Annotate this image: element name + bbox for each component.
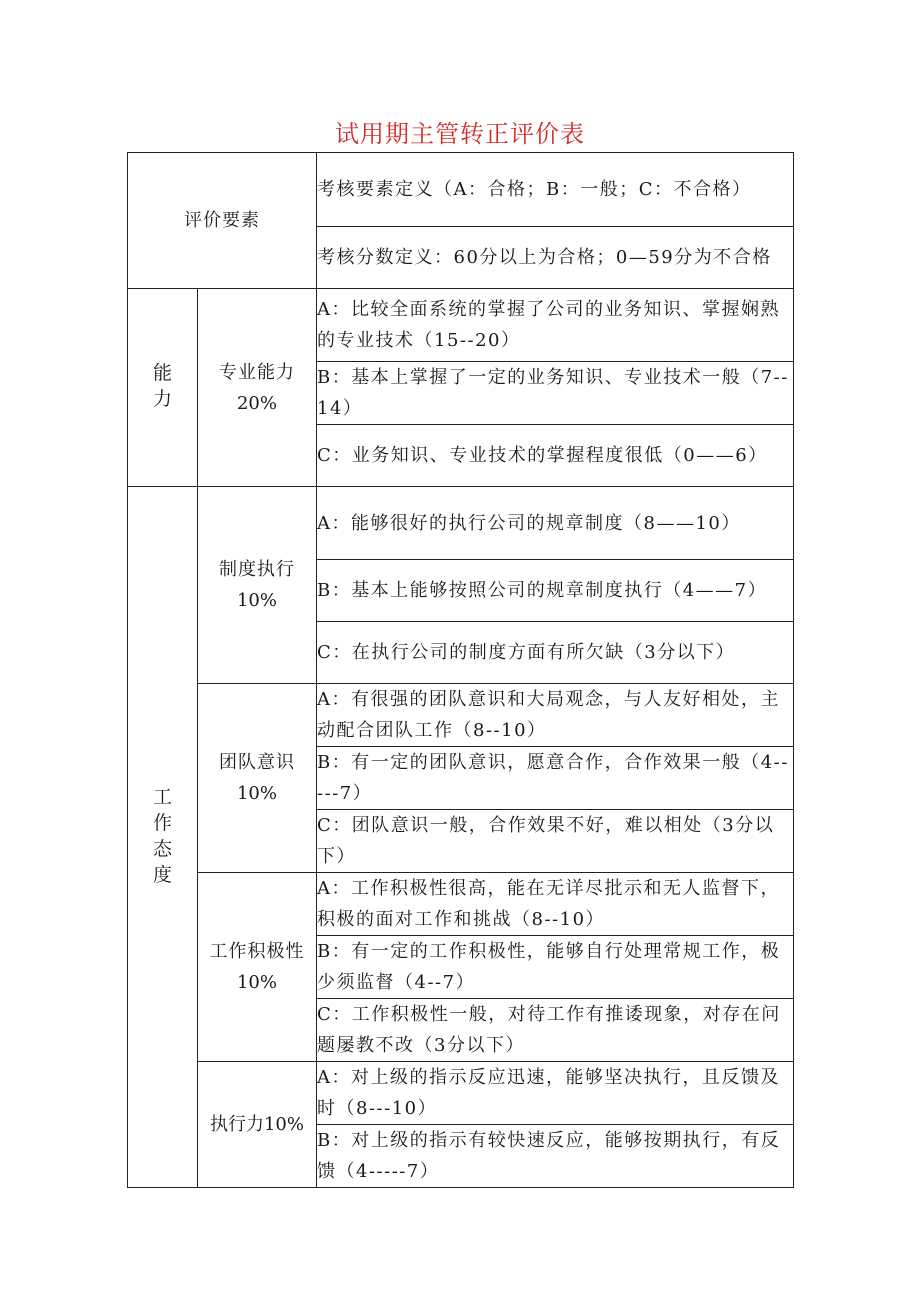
table-row bbox=[128, 1062, 794, 1125]
table-row bbox=[128, 873, 794, 936]
criterion-cell bbox=[198, 684, 317, 873]
level-a: A：对上级的指示反应迅速，能够坚决执行，且反馈及时（8---10） bbox=[317, 1062, 794, 1125]
level-a: A：有很强的团队意识和大局观念，与人友好相处，主动配合团队工作（8--10） bbox=[317, 684, 794, 747]
criterion-name: 执行力 bbox=[209, 1114, 264, 1135]
criterion-weight: 10% bbox=[263, 1114, 304, 1135]
criterion-cell bbox=[198, 487, 317, 684]
level-b: B：有一定的工作积极性，能够自行处理常规工作，极少须监督（4--7） bbox=[317, 936, 794, 999]
table-row bbox=[128, 153, 794, 227]
level-c: C：工作积极性一般，对待工作有推诿现象，对存在问题屡教不改（3分以下） bbox=[317, 999, 794, 1062]
category-cell bbox=[128, 289, 198, 487]
level-b: B：对上级的指示有较快速反应，能够按期执行，有反馈（4-----7） bbox=[317, 1125, 794, 1188]
criterion-weight: 10% bbox=[236, 972, 277, 993]
criterion-name: 制度执行 bbox=[219, 559, 295, 580]
level-c: C：在执行公司的制度方面有所欠缺（3分以下） bbox=[317, 622, 794, 684]
criterion-name: 专业能力 bbox=[219, 361, 295, 383]
category-cell bbox=[128, 487, 198, 1188]
table-row bbox=[128, 289, 794, 362]
level-c: C：业务知识、专业技术的掌握程度很低（0——6） bbox=[317, 425, 794, 487]
score-definition: 考核分数定义：60分以上为合格；0—59分为不合格 bbox=[317, 227, 794, 289]
criterion-name: 工作积极性 bbox=[209, 941, 305, 962]
criterion-weight: 10% bbox=[236, 783, 277, 804]
header-label: 评价要素 bbox=[128, 153, 317, 289]
criterion-name: 团队意识 bbox=[219, 752, 295, 773]
level-b: B：有一定的团队意识，愿意合作，合作效果一般（4-----7） bbox=[317, 747, 794, 810]
criterion-weight: 10% bbox=[236, 590, 277, 611]
criterion-weight: 20% bbox=[236, 392, 277, 414]
table-row bbox=[128, 684, 794, 747]
category-label: 能力 bbox=[152, 362, 172, 410]
level-a: A：工作积极性很高，能在无详尽批示和无人监督下，积极的面对工作和挑战（8--10） bbox=[317, 873, 794, 936]
criterion-cell bbox=[198, 1062, 317, 1188]
level-a: A：能够很好的执行公司的规章制度（8——10） bbox=[317, 487, 794, 560]
level-b: B：基本上掌握了一定的业务知识、专业技术一般（7--14） bbox=[317, 362, 794, 425]
element-definition: 考核要素定义（A：合格；B：一般；C：不合格） bbox=[317, 153, 794, 227]
evaluation-table bbox=[127, 152, 794, 1188]
criterion-cell bbox=[198, 873, 317, 1062]
page-title: 试用期主管转正评价表 bbox=[335, 120, 585, 148]
level-a: A：比较全面系统的掌握了公司的业务知识、掌握娴熟的专业技术（15--20） bbox=[317, 289, 794, 362]
category-label: 工作态度 bbox=[152, 785, 172, 886]
criterion-cell bbox=[198, 289, 317, 487]
level-c: C：团队意识一般，合作效果不好，难以相处（3分以下） bbox=[317, 810, 794, 873]
table-row bbox=[128, 487, 794, 560]
level-b: B：基本上能够按照公司的规章制度执行（4——7） bbox=[317, 560, 794, 622]
